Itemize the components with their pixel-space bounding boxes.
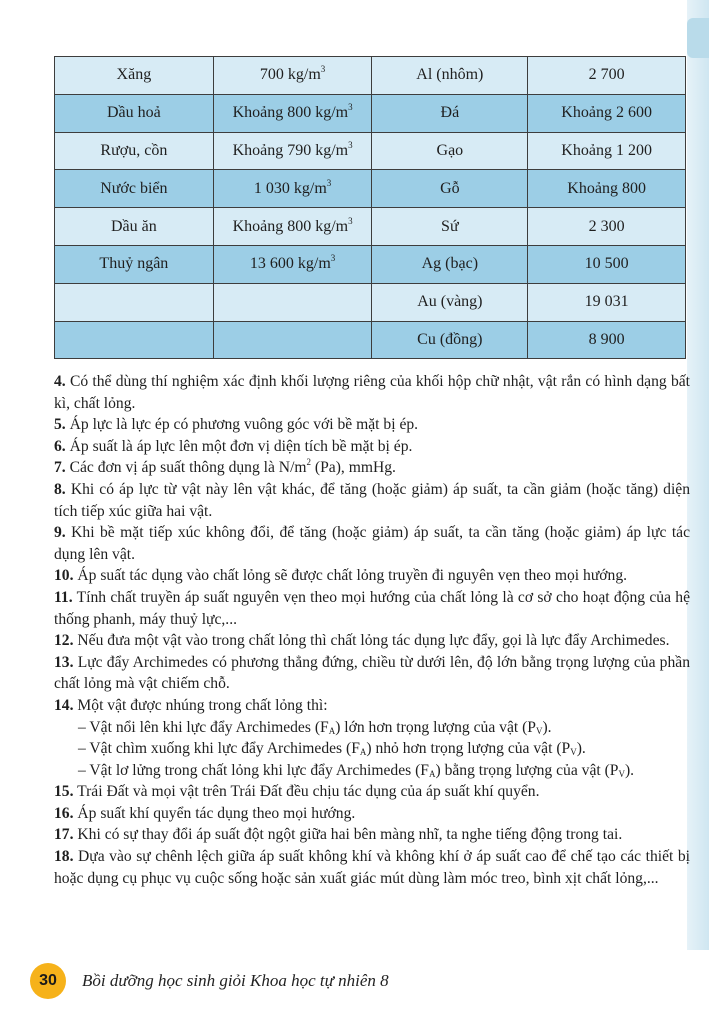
list-item: 11. Tính chất truyền áp suất nguyên vẹn theo mọi hướng của chất lỏng là cơ sở cho hoạt động của hệ thống phanh, máy thuỷ lực,... (54, 588, 690, 628)
chapter-tab (687, 18, 709, 58)
table-row (55, 94, 686, 132)
page-number: 30 (30, 963, 66, 999)
list-item: 14. Một vật được nhúng trong chất lỏng thì: (54, 696, 328, 714)
table-cell: Khoảng 800 (528, 170, 686, 208)
table-cell: 19 031 (528, 283, 686, 321)
list-item: 16. Áp suất khí quyển tác dụng theo mọi hướng. (54, 804, 356, 822)
table-cell: 1 030 $kg/m^3$ (213, 170, 372, 208)
table-cell: 2 300 (528, 208, 686, 246)
table-cell (55, 321, 214, 359)
table-row (55, 283, 686, 321)
list-item: 13. Lực đẩy Archimedes có phương thẳng đứng, chiều từ dưới lên, độ lớn bằng trọng lượng của phần chất lỏng mà vật chiếm chỗ. (54, 653, 690, 693)
list-item: 15. Trái Đất và mọi vật trên Trái Đất đều chịu tác dụng của áp suất khí quyển. (54, 783, 540, 801)
table-row (55, 208, 686, 246)
sub-item: – Vật nổi lên khi lực đẩy Archimedes $(F_A)$ lớn hơn trọng lượng của vật $(P_V)$. (78, 718, 552, 736)
table-cell: Ag (bạc) (372, 245, 528, 283)
list-item: 6. Áp suất là áp lực lên một đơn vị diện tích bề mặt bị ép. (54, 437, 413, 455)
table-cell: Khoảng 800 $kg/m^3$ (213, 208, 372, 246)
sub-item: – Vật lơ lửng trong chất lỏng khi lực đẩy Archimedes $(F_A)$ bằng trọng lượng của vật $(P_V)$. (78, 761, 635, 779)
table-cell: Khoảng 2 600 (528, 94, 686, 132)
summary-list (54, 371, 690, 889)
table-cell (55, 283, 214, 321)
table-cell: Au (vàng) (372, 283, 528, 321)
table-row (55, 170, 686, 208)
table-row (55, 321, 686, 359)
sub-item: – Vật chìm xuống khi lực đẩy Archimedes $(F_A)$ nhỏ hơn trọng lượng của vật $(P_V)$. (78, 740, 586, 758)
book-title: Bồi dưỡng học sinh giỏi Khoa học tự nhiên 8 (82, 971, 389, 990)
table-cell: 700 $kg/m^3$ (213, 57, 372, 95)
table-cell: Khoảng 800 $kg/m^3$ (213, 94, 372, 132)
table-cell: 10 500 (528, 245, 686, 283)
table-cell: Rượu, cồn (55, 132, 214, 170)
list-item: 8. Khi có áp lực từ vật này lên vật khác, để tăng (hoặc giảm) áp suất, ta cần giảm (hoặc tăng) diện tích tiếp xúc giữa hai vật. (54, 480, 691, 520)
page-footer (30, 963, 389, 999)
table-cell (213, 321, 372, 359)
table-cell: 8 900 (528, 321, 686, 359)
list-item: 10. Áp suất tác dụng vào chất lỏng sẽ được chất lỏng truyền đi nguyên vẹn theo mọi hướng. (54, 567, 628, 585)
list-item: 7. Các đơn vị áp suất thông dụng là $N/m^2$ (Pa), mmHg. (54, 457, 396, 477)
table-cell: Thuỷ ngân (55, 245, 214, 283)
table-cell: Khoảng 1 200 (528, 132, 686, 170)
table-cell: Đá (372, 94, 528, 132)
table-cell: Cu (đồng) (372, 321, 528, 359)
table-cell: Gạo (372, 132, 528, 170)
table-cell: Xăng (55, 57, 214, 95)
table-cell: Nước biển (55, 170, 214, 208)
list-item: 17. Khi có sự thay đổi áp suất đột ngột giữa hai bên màng nhĩ, ta nghe tiếng động trong tai. (54, 826, 623, 844)
list-item: 18. Dựa vào sự chênh lệch giữa áp suất không khí và không khí ở áp suất cao để chế tạo các thiết bị hoặc dụng cụ phục vụ cuộc sống hoặc sản xuất giác mút dùng làm móc treo, bình xịt chất lỏng,... (54, 848, 690, 887)
page-edge-decoration (687, 0, 709, 950)
table-cell: Dầu hoả (55, 94, 214, 132)
table-cell: Gỗ (372, 170, 528, 208)
table-cell: Al (nhôm) (372, 57, 528, 95)
list-item: 12. Nếu đưa một vật vào trong chất lỏng thì chất lỏng tác dụng lực đẩy, gọi là lực đẩy Archimedes. (54, 632, 670, 650)
table-cell: 2 700 (528, 57, 686, 95)
table-cell: 13 600 $kg/m^3$ (213, 245, 372, 283)
table-cell: Khoảng 790 $kg/m^3$ (213, 132, 372, 170)
list-item: 5. Áp lực là lực ép có phương vuông góc với bề mặt bị ép. (54, 416, 419, 434)
table-cell (213, 283, 372, 321)
table-row (55, 57, 686, 95)
list-item: 4. Có thể dùng thí nghiệm xác định khối lượng riêng của khối hộp chữ nhật, vật rắn có hình dạng bất kì, chất lỏng. (54, 373, 690, 412)
table-row (55, 132, 686, 170)
table-cell: Sứ (372, 208, 528, 246)
density-table (54, 56, 686, 359)
table-cell: Dầu ăn (55, 208, 214, 246)
table-row (55, 245, 686, 283)
list-item: 9. Khi bề mặt tiếp xúc không đổi, để tăng (hoặc giảm) áp suất, ta cần tăng (hoặc giảm) áp lực tác dụng lên vật. (54, 524, 690, 563)
